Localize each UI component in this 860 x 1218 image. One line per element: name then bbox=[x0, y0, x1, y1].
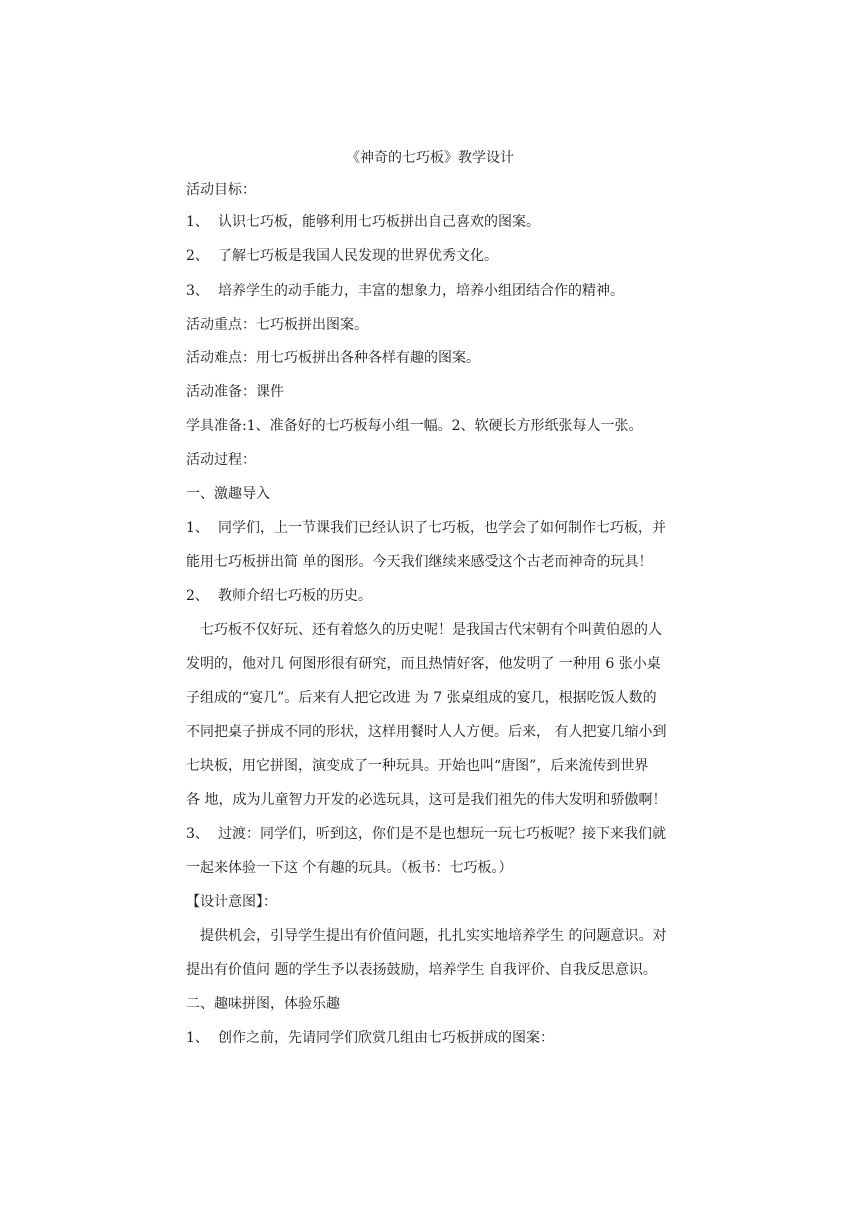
goal-item-1 bbox=[186, 212, 540, 232]
key-point: 活动重点：七巧板拼出图案。 bbox=[186, 317, 368, 333]
item-number: 2、 bbox=[186, 588, 209, 604]
paragraph-line: 能用七巧板拼出简 单的图形。今天我们继续来感受这个古老而神奇的玩具！ bbox=[186, 554, 653, 570]
part-heading-2: 二、趣味拼图，体验乐趣 bbox=[186, 996, 340, 1012]
difficult-point: 活动难点：用七巧板拼出各种各样有趣的图案。 bbox=[186, 350, 480, 366]
step-item-3 bbox=[186, 824, 666, 844]
item-text: 了解七巧板是我国人民发现的世界优秀文化。 bbox=[218, 248, 498, 264]
step-item-2 bbox=[186, 586, 372, 606]
part2-step-item-1 bbox=[186, 1028, 554, 1048]
item-number: 2、 bbox=[186, 248, 209, 264]
materials-preparation: 学具准备:1、准备好的七巧板每小组一幅。2、软硬长方形纸张每人一张。 bbox=[186, 418, 643, 434]
item-text: 教师介绍七巧板的历史。 bbox=[218, 588, 372, 604]
item-text: 创作之前，先请同学们欣赏几组由七巧板拼成的图案： bbox=[218, 1030, 554, 1046]
paragraph-line: 一起来体验一下这 个有趣的玩具。（板书：七巧板。） bbox=[186, 860, 513, 876]
item-number: 1、 bbox=[186, 214, 209, 230]
item-text: 认识七巧板，能够利用七巧板拼出自己喜欢的图案。 bbox=[218, 214, 540, 230]
paragraph-line: 各 地，成为儿童智力开发的必选玩具，这可是我们祖先的伟大发明和骄傲啊！ bbox=[186, 792, 667, 808]
goal-item-2 bbox=[186, 246, 498, 266]
item-number: 1、 bbox=[186, 520, 209, 536]
section-heading-process: 活动过程： bbox=[186, 452, 256, 468]
item-text: 培养学生的动手能力，丰富的想象力，培养小组团结合作的精神。 bbox=[218, 283, 624, 299]
item-text: 过渡：同学们，听到这，你们是不是也想玩一玩七巧板呢？接下来我们就 bbox=[218, 826, 666, 842]
paragraph-line: 子组成的“宴几”。后来有人把它改进 为 7 张桌组成的宴几，根据吃饭人数的 bbox=[186, 690, 657, 706]
paragraph-line: 七块板，用它拼图，演变成了一种玩具。开始也叫“唐图”，后来流传到世界 bbox=[186, 758, 649, 774]
paragraph-line: 七巧板不仅好玩、还有着悠久的历史呢！是我国古代宋朝有个叫黄伯恩的人 bbox=[200, 622, 662, 638]
item-number: 3、 bbox=[186, 826, 209, 842]
document-title: 《神奇的七巧板》教学设计 bbox=[346, 150, 514, 166]
paragraph-line: 不同把桌子拼成不同的形状，这样用餐时人人方便。后来， 有人把宴几缩小到 bbox=[186, 724, 667, 740]
activity-preparation: 活动准备：课件 bbox=[186, 384, 284, 400]
item-text: 同学们，上一节课我们已经认识了七巧板，也学会了如何制作七巧板，并 bbox=[218, 520, 666, 536]
paragraph-line: 发明的，他对几 何图形很有研究，而且热情好客，他发明了 一种用 6 张小桌 bbox=[186, 656, 661, 672]
design-intent-heading: 【设计意图】： bbox=[186, 894, 277, 910]
item-number: 3、 bbox=[186, 283, 209, 299]
item-number: 1、 bbox=[186, 1030, 209, 1046]
part-heading-1: 一、激趣导入 bbox=[186, 486, 270, 502]
step-item-1 bbox=[186, 518, 666, 538]
paragraph-line: 提供机会，引导学生提出有价值问题，扎扎实实地培养学生 的问题意识。对 bbox=[200, 928, 667, 944]
goal-item-3 bbox=[186, 281, 624, 301]
paragraph-line: 提出有价值问 题的学生予以表扬鼓励，培养学生 自我评价、自我反思意识。 bbox=[186, 962, 657, 978]
section-heading-goals: 活动目标： bbox=[186, 182, 256, 198]
